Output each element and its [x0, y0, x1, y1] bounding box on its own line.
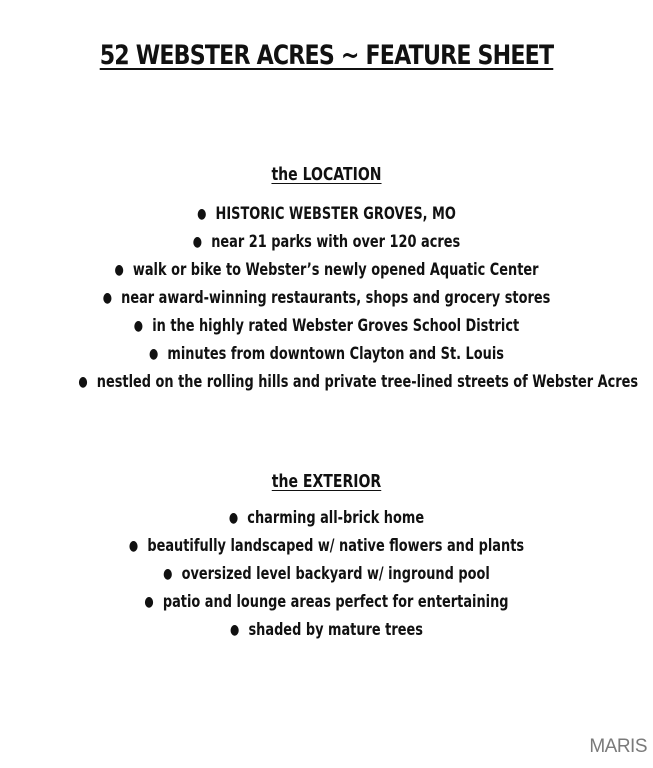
- list-item: [78, 340, 574, 368]
- list-item: [78, 532, 574, 560]
- list-item-text: minutes from downtown Clayton and St. Louis: [167, 344, 504, 364]
- document-title: [59, 40, 594, 71]
- section-heading-text: the EXTERIOR: [271, 471, 382, 492]
- feature-list: [0, 200, 653, 396]
- list-item-text: shaded by mature trees: [248, 620, 423, 640]
- section-location: [0, 162, 653, 396]
- bullet-icon: ●: [144, 594, 154, 610]
- section-heading: [72, 162, 581, 188]
- section-heading-text: the LOCATION: [271, 164, 382, 185]
- bullet-icon: ●: [228, 510, 239, 526]
- list-item-text: HISTORIC WEBSTER GROVES, MO: [215, 204, 456, 224]
- list-item: [78, 560, 574, 588]
- section-heading: [72, 469, 581, 495]
- bullet-icon: ●: [163, 566, 173, 582]
- list-item: [78, 200, 574, 228]
- list-item-text: in the highly rated Webster Groves School District: [152, 316, 520, 336]
- list-item: [78, 228, 574, 256]
- feature-list: [0, 504, 653, 644]
- list-item: [78, 504, 574, 532]
- bullet-icon: ●: [114, 262, 124, 278]
- list-item: [78, 368, 639, 396]
- list-item: [78, 256, 574, 284]
- list-item: [78, 312, 574, 340]
- bullet-icon: ●: [197, 206, 207, 222]
- list-item: [78, 616, 574, 644]
- bullet-icon: ●: [102, 290, 113, 306]
- list-item-text: charming all-brick home: [247, 508, 425, 528]
- list-item-text: nestled on the rolling hills and private tree-lined streets of Webster Acres: [96, 372, 639, 392]
- list-item-text: beautifully landscaped w/ native flowers and plants: [147, 536, 525, 556]
- list-item-text: near award-winning restaurants, shops and grocery stores: [121, 288, 551, 308]
- list-item-text: oversized level backyard w/ inground pool: [181, 564, 490, 584]
- bullet-icon: ●: [230, 622, 240, 638]
- document-title-text: 52 WEBSTER ACRES ~ FEATURE SHEET: [99, 40, 554, 71]
- bullet-icon: ●: [133, 318, 144, 334]
- maris-watermark: MARIS: [589, 736, 647, 757]
- list-item-text: near 21 parks with over 120 acres: [211, 232, 461, 252]
- list-item: [78, 588, 574, 616]
- bullet-icon: ●: [192, 234, 203, 250]
- bullet-icon: ●: [128, 538, 139, 554]
- list-item-text: patio and lounge areas perfect for entertaining: [162, 592, 509, 612]
- bullet-icon: ●: [149, 346, 159, 362]
- list-item: [78, 284, 574, 312]
- bullet-icon: ●: [78, 374, 88, 390]
- section-exterior: [0, 469, 653, 644]
- list-item-text: walk or bike to Webster’s newly opened Aquatic Center: [132, 260, 539, 280]
